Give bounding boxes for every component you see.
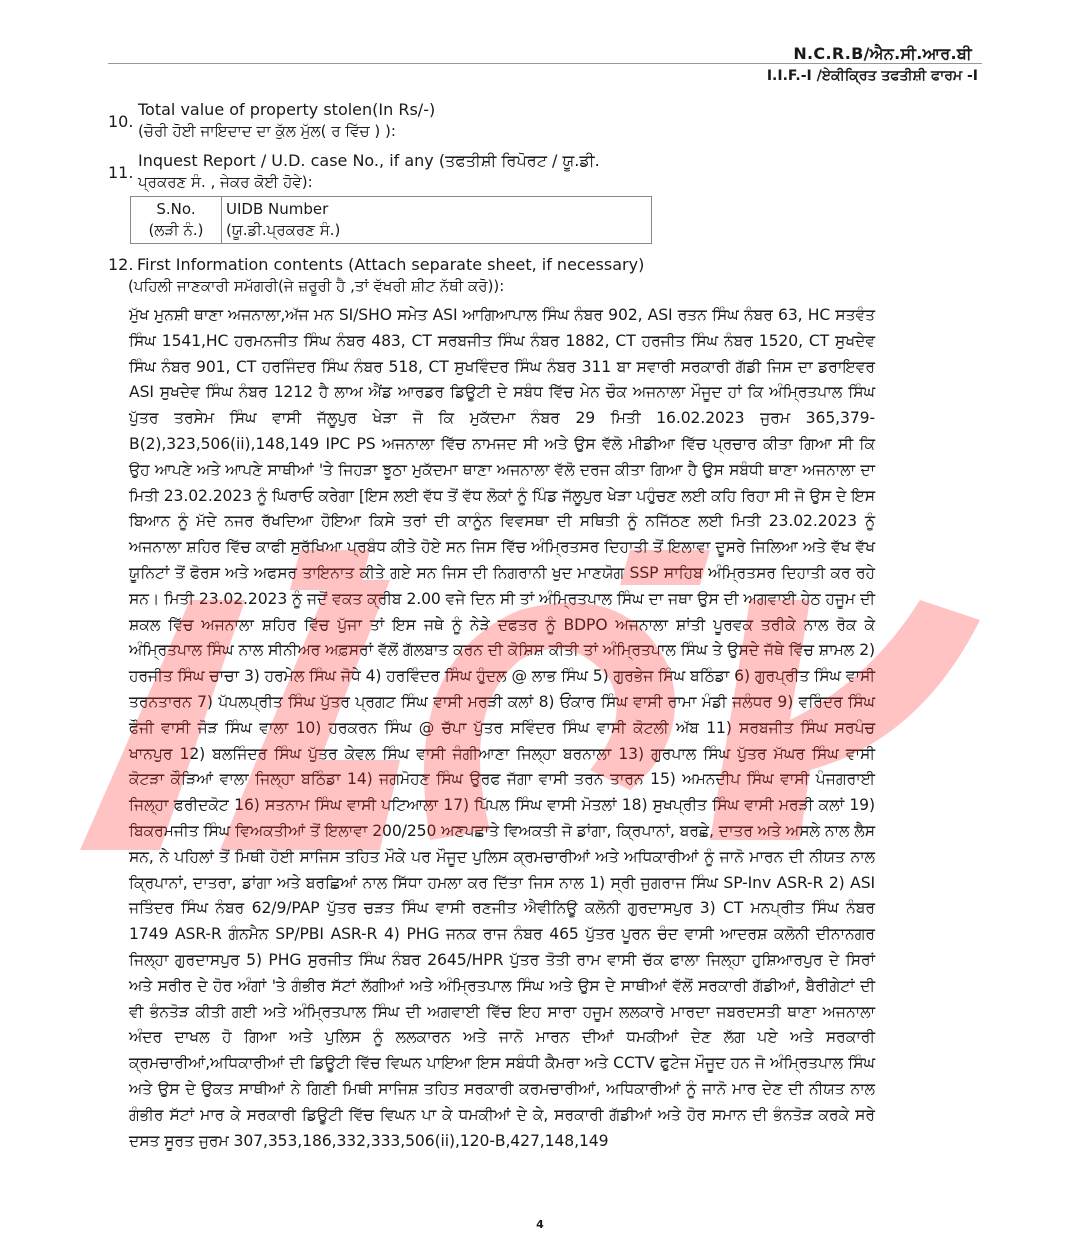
section-12-label-en: First Information contents (Attach separate sheet, if necessary)	[137, 255, 645, 274]
page-number: 4	[536, 1218, 544, 1231]
section-10-label-en: Total value of property stolen(In Rs/-)	[138, 100, 436, 119]
form-header: I.I.F.-I /ਏਕੀਕ੍ਰਿਤ ਤਫਤੀਸ਼ੀ ਫਾਰਮ -I	[766, 68, 978, 84]
table-row	[131, 197, 652, 244]
section-10-number: 10.	[108, 112, 134, 131]
serial-number-header-en: S.No.	[156, 200, 196, 218]
section-12-label-pa: (ਪਹਿਲੀ ਜਾਣਕਾਰੀ ਸਮੱਗਰੀ(ਜੇ ਜ਼ਰੂਰੀ ਹੈ ,ਤਾਂ ਵੱਖਰੀ ਸ਼ੀਟ ਨੱਥੀ ਕਰੋ)):	[128, 277, 505, 295]
section-11-label-en: Inquest Report / U.D. case No., if any (ਤਫਤੀਸ਼ੀ ਰਿਪੋਰਟ / ਯੂ.ਡੀ.	[138, 151, 600, 170]
uidb-number-header-pa: (ਯੂ.ਡੀ.ਪ੍ਰਕਰਣ ਸੰ.)	[226, 221, 341, 239]
uidb-number-header-en: UIDB Number	[226, 200, 329, 218]
first-information-content: ਮੁੱਖ ਮੁਨਸ਼ੀ ਥਾਣਾ ਅਜਨਾਲਾ,ਅੱਜ ਮਨ SI/SHO ਸਮੇਤ ASI ਆਗਿਆਪਾਲ ਸਿੰਘ ਨੰਬਰ 902, ASI ਰਤਨ ਸਿੰਘ ਨੰਬਰ 63, HC ਸਤਵੰਤ ਸਿੰਘ 1541,HC ਹਰਮਨਜੀਤ ਸਿੰਘ ਨੰਬਰ 483, CT ਸਰਬਜੀਤ ਸਿੰਘ ਨੰਬਰ 1882, CT ਹਰਜੀਤ ਸਿੰਘ ਨੰਬਰ 1520, CT ਸੁਖਦੇਵ ਸਿੰਘ ਨੰਬਰ 901, CT ਹਰਜਿੰਦਰ ਸਿੰਘ ਨੰਬਰ 518, CT ਸੁਖਵਿੰਦਰ ਸਿੰਘ ਨੰਬਰ 311 ਬਾ ਸਵਾਰੀ ਸਰਕਾਰੀ ਗੱਡੀ ਜਿਸ ਦਾ ਡਰਾਇਵਰ ASI ਸੁਖਦੇਵ ਸਿੰਘ ਨੰਬਰ 1212 ਹੈ ਲਾਅ ਐਂਡ ਆਰਡਰ ਡਿਊਟੀ ਦੇ ਸਬੰਧ ਵਿੱਚ ਮੇਨ ਚੌਕ ਅਜਨਾਲਾ ਮੌਜੂਦ ਹਾਂ ਕਿ ਅੰਮ੍ਰਿਤਪਾਲ ਸਿੰਘ ਪੁੱਤਰ ਤਰਸੇਮ ਸਿੰਘ ਵਾਸੀ ਜੱਲੂਪੁਰ ਖੇੜਾ ਜੋ ਕਿ ਮੁਕੱਦਮਾ ਨੰਬਰ 29 ਮਿਤੀ 16.02.2023 ਜੁਰਮ 365,379-B(2),323,506(ii),148,149 IPC PS ਅਜਨਾਲਾ ਵਿੱਚ ਨਾਮਜਦ ਸੀ ਅਤੇ ਉਸ ਵੱਲੋ ਮੀਡੀਆ ਵਿੱਚ ਪ੍ਰਚਾਰ ਕੀਤਾ ਗਿਆ ਸੀ ਕਿ ਉਹ ਆਪਣੇ ਅਤੇ ਆਪਣੇ ਸਾਥੀਆਂ 'ਤੇ ਜਿਹੜਾ ਝੂਠਾ ਮੁਕੱਦਮਾ ਥਾਣਾ ਅਜਨਾਲਾ ਵੱਲੋ ਦਰਜ ਕੀਤਾ ਗਿਆ ਹੈ ਉਸ ਸਬੰਧੀ ਥਾਣਾ ਅਜਨਾਲਾ ਦਾ ਮਿਤੀ 23.02.2023 ਨੂੰ ਘਿਰਾਓ ਕਰੇਗਾ [ਇਸ ਲਈ ਵੱਧ ਤੋਂ ਵੱਧ ਲੋਕਾਂ ਨੂੰ ਪਿੰਡ ਜੱਲੂਪੁਰ ਖੇੜਾ ਪਹੁੰਚਣ ਲਈ ਕਹਿ ਰਿਹਾ ਸੀ ਜੋ ਉਸ ਦੇ ਇਸ ਬਿਆਨ ਨੂੰ ਮੱਦੇ ਨਜਰ ਰੱਖਦਿਆ ਹੋਇਆ ਕਿਸੇ ਤਰਾਂ ਦੀ ਕਾਨੂੰਨ ਵਿਵਸਥਾ ਦੀ ਸਥਿਤੀ ਨੂੰ ਨਜਿੱਠਣ ਲਈ ਮਿਤੀ 23.02.2023 ਨੂੰ ਅਜਨਾਲਾ ਸ਼ਹਿਰ ਵਿੱਚ ਕਾਫੀ ਸੁਰੱਖਿਆ ਪ੍ਰਬੰਧ ਕੀਤੇ ਹੋਏ ਸਨ ਜਿਸ ਵਿੱਚ ਅੰਮ੍ਰਿਤਸਰ ਦਿਹਾਤੀ ਤੋਂ ਇਲਾਵਾ ਦੂਸਰੇ ਜਿਲਿਆ ਅਤੇ ਵੱਖ ਵੱਖ ਯੂਨਿਟਾਂ ਤੋਂ ਫੋਰਸ ਅਤੇ ਅਫਸਰ ਤਾਇਨਾਤ ਕੀਤੇ ਗਏ ਸਨ ਜਿਸ ਦੀ ਨਿਗਰਾਨੀ ਖੁਦ ਮਾਣਯੋਗ SSP ਸਾਹਿਬ ਅੰਮ੍ਰਿਤਸਰ ਦਿਹਾਤੀ ਕਰ ਰਹੇ ਸਨ। ਮਿਤੀ 23.02.2023 ਨੂੰ ਜਦੋਂ ਵਕਤ ਕ੍ਰੀਬ 2.00 ਵਜੇ ਦਿਨ ਸੀ ਤਾਂ ਅੰਮ੍ਰਿਤਪਾਲ ਸਿੰਘ ਦਾ ਜਥਾ ਉਸ ਦੀ ਅਗਵਾਈ ਹੇਠ ਹਜੂਮ ਦੀ ਸ਼ਕਲ ਵਿੱਚ ਅਜਨਾਲਾ ਸ਼ਹਿਰ ਵਿੱਚ ਪੁੱਜਾ ਤਾਂ ਇਸ ਜਥੇ ਨੂੰ ਨੇੜੇ ਦਫਤਰ ਨੂੰ BDPO ਅਜਨਾਲਾ ਸ਼ਾਂਤੀ ਪੂਰਵਕ ਤਰੀਕੇ ਨਾਲ ਰੋਕ ਕੇ ਅੰਮ੍ਰਿਤਪਾਲ ਸਿੰਘ ਨਾਲ ਸੀਨੀਅਰ ਅਫ਼ਸਰਾਂ ਵੱਲੋਂ ਗੱਲਬਾਤ ਕਰਨ ਦੀ ਕੋਸ਼ਿਸ਼ ਕੀਤੀ ਤਾਂ ਅੰਮ੍ਰਿਤਪਾਲ ਸਿੰਘ ਤੇ ਉਸਦੇ ਜੱਥੇ ਵਿੱਚ ਸ਼ਾਮਲ 2) ਹਰਜੀਤ ਸਿੰਘ ਚਾਚਾ 3) ਹਰਮੇਲ ਸਿੰਘ ਜੋਧੇ 4) ਹਰਵਿੰਦਰ ਸਿੰਘ ਹੁੰਦਲ @ ਲਾਭ ਸਿੰਘ 5) ਗੁਰਭੇਜ ਸਿੰਘ ਬਠਿੰਡਾ 6) ਗੁਰਪ੍ਰੀਤ ਸਿੰਘ ਵਾਸੀ ਤਰਨਤਾਰਨ 7) ਪੱਪਲਪ੍ਰੀਤ ਸਿੰਘ ਪੁੱਤਰ ਪ੍ਰਗਟ ਸਿੰਘ ਵਾਸੀ ਮਰੜੀ ਕਲਾਂ 8) ਓਂਕਾਰ ਸਿੰਘ ਵਾਸੀ ਰਾਮਾ ਮੰਡੀ ਜਲੰਧਰ 9) ਵਰਿੰਦਰ ਸਿੰਘ ਫੌਜੀ ਵਾਸੀ ਜੋੜ ਸਿੰਘ ਵਾਲਾ 10) ਹਰਕਰਨ ਸਿੰਘ @ ਚੱਪਾ ਪੁੱਤਰ ਸਵਿੰਦਰ ਸਿੰਘ ਵਾਸੀ ਕੋਟਲੀ ਅੱਬ 11) ਸਰਬਜੀਤ ਸਿੰਘ ਸਰਪੰਚ ਖਾਨਪੁਰ 12) ਬਲਜਿੰਦਰ ਸਿੰਘ ਪੁੱਤਰ ਕੇਵਲ ਸਿੰਘ ਵਾਸੀ ਜੰਗੀਆਣਾ ਜਿਲ੍ਹਾ ਬਰਨਾਲਾ 13) ਗੁਰਪਾਲ ਸਿੰਘ ਪੁੱਤਰ ਮੱਘਰ ਸਿੰਘ ਵਾਸੀ ਕੋਟੜਾ ਕੌੜਿਆਂ ਵਾਲਾ ਜਿਲ੍ਹਾ ਬਠਿੰਡਾ 14) ਜਗਮੋਹਣ ਸਿੰਘ ਉਰਫ ਜੱਗਾ ਵਾਸੀ ਤਰਨ ਤਾਰਨ 15) ਅਮਨਦੀਪ ਸਿੰਘ ਵਾਸੀ ਪੰਜਗਰਾਈ ਜਿਲ੍ਹਾ ਫਰੀਦਕੋਟ 16) ਸਤਨਾਮ ਸਿੰਘ ਵਾਸੀ ਪਟਿਆਲਾ 17) ਪਿੱਪਲ ਸਿੰਘ ਵਾਸੀ ਮੋਤਲਾਂ 18) ਸੁਖਪ੍ਰੀਤ ਸਿੰਘ ਵਾਸੀ ਮਰੜੀ ਕਲਾਂ 19) ਬਿਕਰਮਜੀਤ ਸਿੰਘ ਵਿਅਕਤੀਆਂ ਤੋਂ ਇਲਾਵਾ 200/250 ਅਣਪਛਾਤੇ ਵਿਅਕਤੀ ਜੋ ਡਾਂਗਾ, ਕ੍ਰਿਪਾਨਾਂ, ਬਰਛੇ, ਦਾਤਰ ਅਤੇ ਅਸਲੇ ਨਾਲ ਲੈਸ ਸਨ, ਨੇ ਪਹਿਲਾਂ ਤੋਂ ਮਿਥੀ ਹੋਈ ਸਾਜਿਸ ਤਹਿਤ ਮੌਕੇ ਪਰ ਮੌਜੂਦ ਪੁਲਿਸ ਕ੍ਰਮਚਾਰੀਆਂ ਅਤੇ ਅਧਿਕਾਰੀਆਂ ਨੂੰ ਜਾਨੋ ਮਾਰਨ ਦੀ ਨੀਯਤ ਨਾਲ ਕ੍ਰਿਪਾਨਾਂ, ਦਾਤਰਾ, ਡਾਂਗਾ ਅਤੇ ਬਰਛਿਆਂ ਨਾਲ ਸਿੱਧਾ ਹਮਲਾ ਕਰ ਦਿੱਤਾ ਜਿਸ ਨਾਲ 1) ਸ੍ਰੀ ਜੁਗਰਾਜ ਸਿੰਘ SP-Inv ASR-R 2) ASI ਜਤਿੰਦਰ ਸਿੰਘ ਨੰਬਰ 62/9/PAP ਪੁੱਤਰ ਚੜਤ ਸਿੰਘ ਵਾਸੀ ਰਣਜੀਤ ਐਵੀਨਿਊ ਕਲੋਨੀ ਗੁਰਦਾਸਪੁਰ 3) CT ਮਨਪ੍ਰੀਤ ਸਿੰਘ ਨੰਬਰ 1749 ASR-R ਗੰਨਮੈਨ SP/PBI ASR-R 4) PHG ਜਨਕ ਰਾਜ ਨੰਬਰ 465 ਪੁੱਤਰ ਪੂਰਨ ਚੰਦ ਵਾਸੀ ਆਦਰਸ਼ ਕਲੋਨੀ ਦੀਨਾਨਗਰ ਜਿਲ੍ਹਾ ਗੁਰਦਾਸਪੁਰ 5) PHG ਸੁਰਜੀਤ ਸਿੰਘ ਨੰਬਰ 2645/HPR ਪੁੱਤਰ ਤੋਤੀ ਰਾਮ ਵਾਸੀ ਚੱਕ ਫਾਲਾ ਜਿਲ੍ਹਾ ਹੁਸ਼ਿਆਰਪੁਰ ਦੇ ਸਿਰਾਂ ਅਤੇ ਸਰੀਰ ਦੇ ਹੋਰ ਅੰਗਾਂ 'ਤੇ ਗੰਭੀਰ ਸੱਟਾਂ ਲੱਗੀਆਂ ਅਤੇ ਅੰਮ੍ਰਿਤਪਾਲ ਸਿੰਘ ਅਤੇ ਉਸ ਦੇ ਸਾਥੀਆਂ ਵੱਲੋਂ ਸਰਕਾਰੀ ਗੱਡੀਆਂ, ਬੈਰੀਗੇਟਾਂ ਦੀ ਵੀ ਭੰਨਤੋੜ ਕੀਤੀ ਗਈ ਅਤੇ ਅੰਮ੍ਰਿਤਪਾਲ ਸਿੰਘ ਦੀ ਅਗਵਾਈ ਵਿੱਚ ਇਹ ਸਾਰਾ ਹਜੂਮ ਲਲਕਾਰੇ ਮਾਰਦਾ ਜਬਰਦਸਤੀ ਥਾਣਾ ਅਜਨਾਲਾ ਅੰਦਰ ਦਾਖਲ ਹੋ ਗਿਆ ਅਤੇ ਪੁਲਿਸ ਨੂੰ ਲਲਕਾਰਨ ਅਤੇ ਜਾਨੋ ਮਾਰਨ ਦੀਆਂ ਧਮਕੀਆਂ ਦੇਣ ਲੱਗ ਪਏ ਅਤੇ ਸਰਕਾਰੀ ਕ੍ਰਮਚਾਰੀਆਂ,ਅਧਿਕਾਰੀਆਂ ਦੀ ਡਿਊਟੀ ਵਿੱਚ ਵਿਘਨ ਪਾਇਆ ਇਸ ਸਬੰਧੀ ਕੈਮਰਾ ਅਤੇ CCTV ਫੁਟੇਜ ਮੌਜੂਦ ਹਨ ਜੋ ਅੰਮ੍ਰਿਤਪਾਲ ਸਿੰਘ ਅਤੇ ਉਸ ਦੇ ਉਕਤ ਸਾਥੀਆਂ ਨੇ ਗਿਣੀ ਮਿਥੀ ਸਾਜਿਸ਼ ਤਹਿਤ ਸਰਕਾਰੀ ਕਰਮਚਾਰੀਆਂ, ਅਧਿਕਾਰੀਆਂ ਨੂੰ ਜਾਨੋ ਮਾਰ ਦੇਣ ਦੀ ਨੀਯਤ ਨਾਲ ਗੰਭੀਰ ਸੱਟਾਂ ਮਾਰ ਕੇ ਸਰਕਾਰੀ ਡਿਊਟੀ ਵਿੱਚ ਵਿਘਨ ਪਾ ਕੇ ਧਮਕੀਆਂ ਦੇ ਕੇ, ਸਰਕਾਰੀ ਗੱਡੀਆਂ ਅਤੇ ਹੋਰ ਸਮਾਨ ਦੀ ਭੰਨਤੋੜ ਕਰਕੇ ਸਰੇ ਦਸਤ ਸੂਰਤ ਜੁਰਮ 307,353,186,332,333,506(ii),120-B,427,148,149	[129, 306, 875, 1150]
uidb-number-header	[222, 197, 652, 244]
section-11-label-pa: ਪ੍ਰਕਰਣ ਸੰ. , ਜੇਕਰ ਕੋਈ ਹੋਵੇ):	[138, 173, 313, 191]
uidb-table	[130, 196, 652, 244]
header-rule	[108, 63, 982, 64]
serial-number-header	[131, 197, 222, 244]
section-11-number: 11.	[108, 163, 134, 182]
section-12-number: 12.	[108, 255, 134, 274]
ncrb-header: N.C.R.B/ਐਨ.ਸੀ.ਆਰ.ਬੀ	[793, 44, 972, 63]
serial-number-header-pa: (ਲੜੀ ਨੰ.)	[148, 221, 204, 239]
section-10-label-pa: (ਚੋਰੀ ਹੋਈ ਜਾਇਦਾਦ ਦਾ ਕੁੱਲ ਮੁੱਲ( ਰ ਵਿੱਚ ) ):	[138, 122, 396, 140]
